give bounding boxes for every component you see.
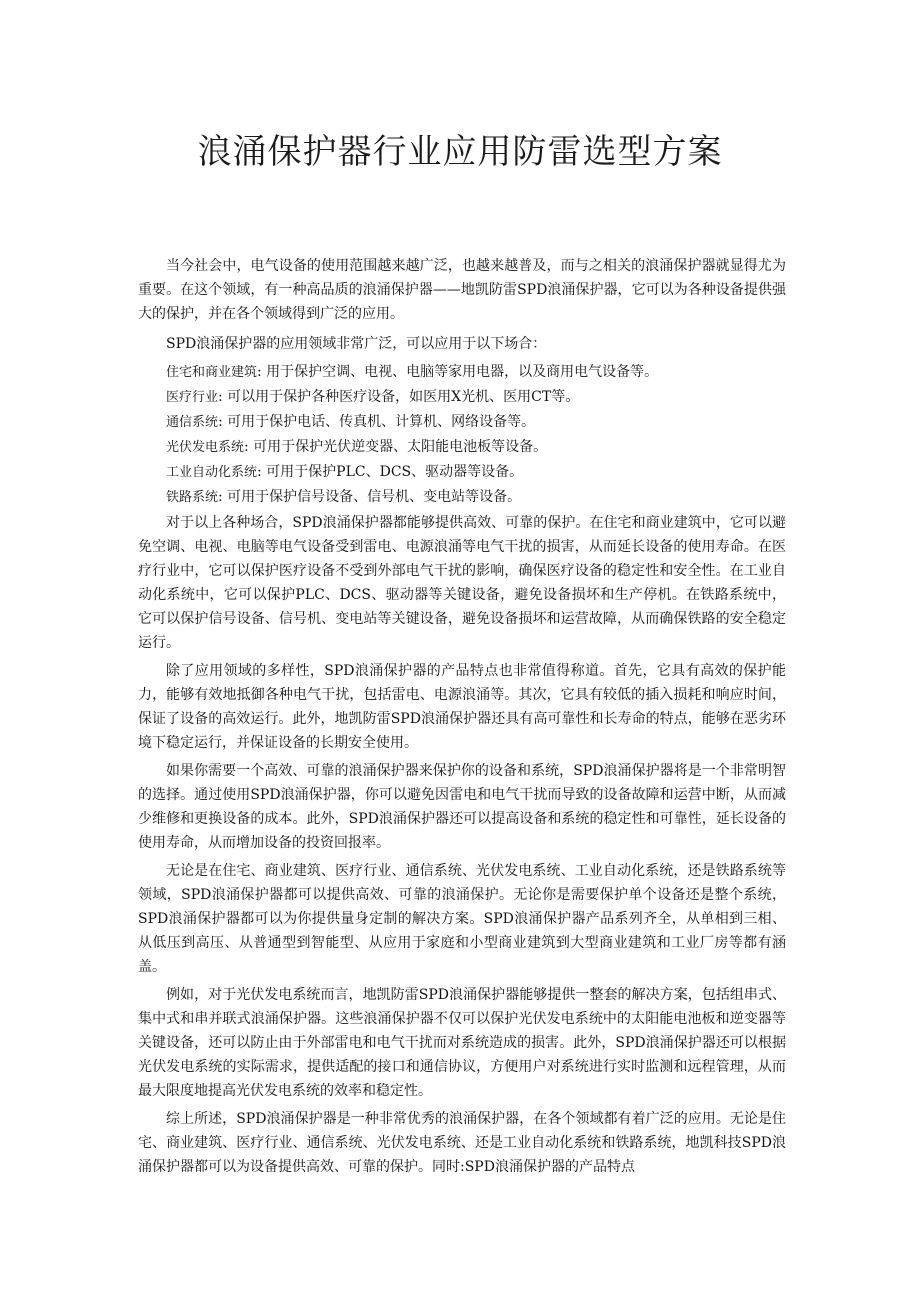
application-desc: : 可用于保护电话、传真机、计算机、网络设备等。 [218, 414, 536, 430]
application-desc: : 可用于保护PLC、DCS、驱动器等设备。 [257, 464, 524, 480]
body-paragraph: 对于以上各种场合，SPD浪涌保护器都能够提供高效、可靠的保护。在住宅和商业建筑中，它可以避免空调、电视、电脑等电气设备受到雷电、电源浪涌等电气干扰的损害，从而延长设备的使用寿命。在医疗行业中，它可以保护医疗设备不受到外部电气干扰的影响，确保医疗设备的稳定性和安全性。在工业自动化系统中，它可以保护PLC、DCS、驱动器等关键设备，避免设备损坏和生产停机。在铁路系统中，它可以保护信号设备、信号机、变电站等关键设备，避免设备损坏和运营故障，从而确保铁路的安全稳定运行。 [138, 515, 786, 651]
applications-lead: SPD浪涌保护器的应用领域非常广泛，可以应用于以下场合： [166, 336, 547, 352]
application-item [138, 460, 786, 485]
application-desc: : 用于保护空调、电视、电脑等家用电器，以及商用电气设备等。 [257, 364, 659, 380]
body-paragraph: 如果你需要一个高效、可靠的浪涌保护器来保护你的设备和系统，SPD浪涌保护器将是一个非常明智的选择。通过使用SPD浪涌保护器，你可以避免因雷电和电气干扰而导致的设备故障和运营中断，从而减少维修和更换设备的成本。此外，SPD浪涌保护器还可以提高设备和系统的稳定性和可靠性，延长设备的使用寿命，从而增加设备的投资回报率。 [138, 763, 786, 851]
body-paragraph: 综上所述，SPD浪涌保护器是一种非常优秀的浪涌保护器，在各个领域都有着广泛的应用。无论是住宅、商业建筑、医疗行业、通信系统、光伏发电系统、还是工业自动化系统和铁路系统，地凯科技SPD浪涌保护器都可以为设备提供高效、可靠的保护。同时:SPD浪涌保护器的产品特点 [138, 1111, 786, 1175]
application-name: 通信系统 [166, 415, 219, 430]
application-item [138, 485, 786, 510]
application-item [138, 360, 786, 385]
application-name: 住宅和商业建筑 [166, 365, 258, 380]
body-paragraph: 例如，对于光伏发电系统而言，地凯防雷SPD浪涌保护器能够提供一整套的解决方案，包括组串式、集中式和串并联式浪涌保护器。这些浪涌保护器不仅可以保护光伏发电系统中的太阳能电池板和逆变器等关键设备，还可以防止由于外部雷电和电气干扰而对系统造成的损害。此外，SPD浪涌保护器还可以根据光伏发电系统的实际需求，提供适配的接口和通信协议，方便用户对系统进行实时监测和远程管理，从而最大限度地提高光伏发电系统的效率和稳定性。 [138, 987, 786, 1099]
application-desc: : 可以用于保护各种医疗设备，如医用X光机、医用CT等。 [218, 389, 580, 405]
intro-paragraph: 当今社会中，电气设备的使用范围越来越广泛，也越来越普及，而与之相关的浪涌保护器就显得尤为重要。在这个领域，有一种高品质的浪涌保护器——地凯防雷SPD浪涌保护器，它可以为各种设备提供强大的保护，并在各个领域得到广泛的应用。 [138, 258, 786, 322]
body-paragraph: 除了应用领域的多样性，SPD浪涌保护器的产品特点也非常值得称道。首先，它具有高效的保护能力，能够有效地抵御各种电气干扰，包括雷电、电源浪涌等。其次，它具有较低的插入损耗和响应时间，保证了设备的高效运行。此外，地凯防雷SPD浪涌保护器还具有高可靠性和长寿命的特点，能够在恶劣环境下稳定运行，并保证设备的长期安全使用。 [138, 663, 786, 751]
application-item [138, 410, 786, 435]
application-name: 医疗行业 [166, 390, 219, 405]
application-desc: : 可用于保护光伏逆变器、太阳能电池板等设备。 [244, 439, 548, 455]
application-name: 铁路系统 [166, 490, 219, 505]
document-body [138, 254, 786, 1183]
application-name: 光伏发电系统 [166, 440, 245, 455]
application-item [138, 385, 786, 410]
application-name: 工业自动化系统 [166, 465, 258, 480]
document-title: 浪涌保护器行业应用防雷选型方案 [197, 132, 723, 172]
application-item [138, 435, 786, 460]
applications-list [138, 360, 786, 510]
body-paragraph: 无论是在住宅、商业建筑、医疗行业、通信系统、光伏发电系统、工业自动化系统，还是铁路系统等领域，SPD浪涌保护器都可以提供高效、可靠的浪涌保护。无论你是需要保护单个设备还是整个系统，SPD浪涌保护器都可以为你提供量身定制的解决方案。SPD浪涌保护器产品系列齐全，从单相到三相、从低压到高压、从普通型到智能型、从应用于家庭和小型商业建筑到大型商业建筑和工业厂房等都有涵盖。 [138, 863, 786, 975]
application-desc: : 可用于保护信号设备、信号机、变电站等设备。 [218, 489, 522, 505]
